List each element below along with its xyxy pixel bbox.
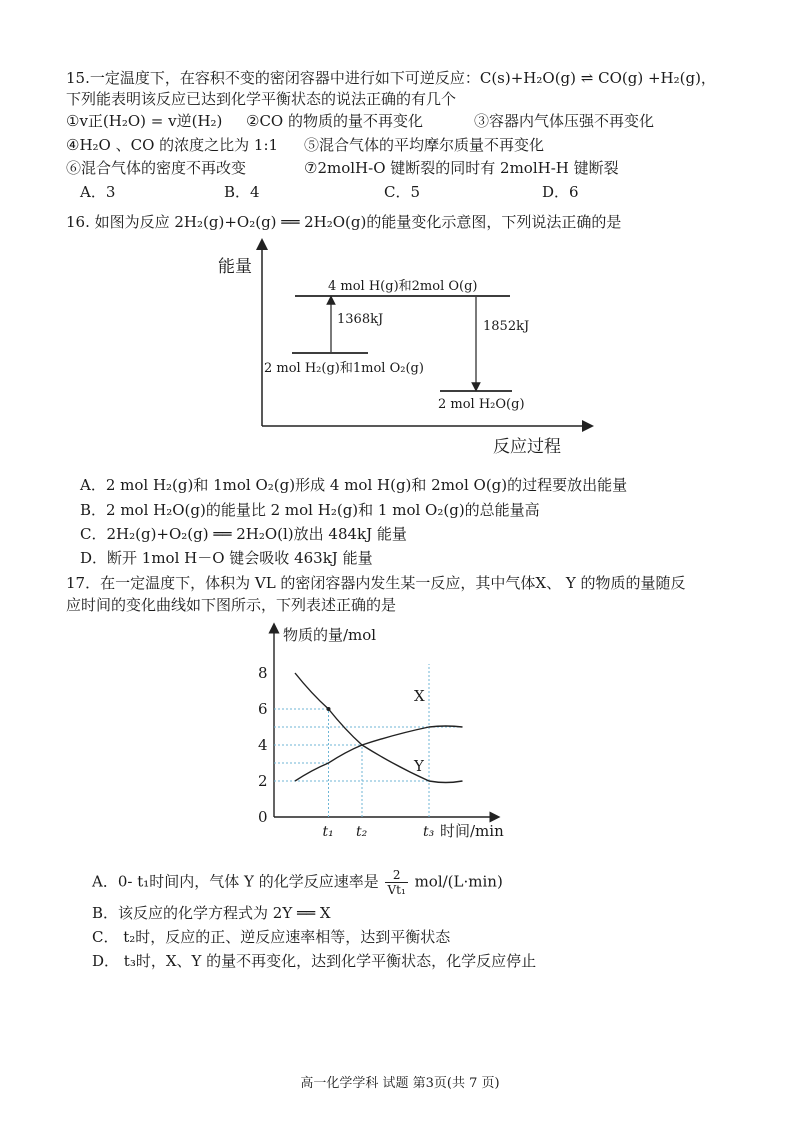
q15-item-1: ①v正(H₂O) = v逆(H₂) [66, 112, 223, 130]
page-footer: 高一化学学科 试题 第3页(共 7 页) [300, 1076, 500, 1091]
q15-option-c: C．5 [384, 183, 421, 201]
q16-option-b: B．2 mol H₂O(g)的能量比 2 mol H₂(g)和 1 mol O₂(g)的总能量高 [80, 501, 540, 519]
y-tick-label-4: 4 [258, 736, 268, 754]
data-point-x-t1 [327, 707, 331, 711]
rate-unit: mol/(L·min) [414, 872, 503, 891]
q16-option-c: C．2H₂(g)+O₂(g) ══ 2H₂O(l)放出 484kJ 能量 [80, 525, 407, 543]
q15-stem-line1: 15.一定温度下，在容积不变的密闭容器中进行如下可逆反应：C(s)+H₂O(g) ⇌ CO(g) +H₂(g)， [66, 69, 716, 87]
q15-item-6: ⑥混合气体的密度不再改变 [66, 159, 247, 177]
q17-option-a-text: A．0- t₁时间内，气体 Y 的化学反应速率是 [92, 872, 379, 891]
series-curve-Y [295, 726, 463, 781]
product-level-label: 2 mol H₂O(g) [438, 397, 525, 412]
y-tick-label-0: 0 [258, 808, 268, 826]
x-tick-label-1: t₁ [322, 824, 334, 840]
q15-option-b: B．4 [224, 183, 260, 201]
energy-y-label: 能量 [218, 257, 252, 277]
x-tick-label-3: t₃ [423, 824, 435, 840]
q15-option-d: D．6 [542, 183, 579, 201]
q15-stem-line2: 下列能表明该反应已达到化学平衡状态的说法正确的有几个 [66, 90, 457, 108]
fraction-numerator: 2 [385, 868, 407, 883]
q17-option-b: B．该反应的化学方程式为 2Y ══ X [92, 904, 331, 922]
q17-option-c: C． t₂时，反应的正、逆反应速率相等，达到平衡状态 [92, 928, 451, 946]
q15-item-4: ④H₂O 、CO 的浓度之比为 1:1 [66, 136, 279, 154]
series-label-X: X [414, 687, 425, 705]
y-tick-label-6: 6 [258, 700, 268, 718]
q16-option-a: A．2 mol H₂(g)和 1mol O₂(g)形成 4 mol H(g)和 2mol O(g)的过程要放出能量 [80, 476, 628, 494]
energy-x-label: 反应过程 [493, 437, 561, 457]
q16-option-d: D．断开 1mol H－O 键会吸收 463kJ 能量 [80, 549, 373, 567]
y-tick-label-2: 2 [258, 772, 268, 790]
chart-x-label: 时间/min [440, 822, 504, 840]
x-tick-label-2: t₂ [356, 824, 368, 840]
top-level-label: 4 mol H(g)和2mol O(g) [328, 279, 478, 294]
q15-item-7: ⑦2molH-O 键断裂的同时有 2molH-H 键断裂 [304, 159, 619, 177]
q15-option-a: A．3 [80, 183, 116, 201]
q17-stem-line1: 17．在一定温度下，体积为 VL 的密闭容器内发生某一反应，其中气体X、 Y 的物质的量随反 [66, 574, 686, 592]
fraction-denominator: Vt₁ [387, 883, 406, 897]
absorb-energy-label: 1368kJ [337, 312, 384, 327]
reactant-level-label: 2 mol H₂(g)和1mol O₂(g) [264, 361, 424, 376]
series-label-Y: Y [414, 757, 424, 775]
q17-option-a [92, 868, 503, 897]
q15-item-2: ②CO 的物质的量不再变化 [246, 112, 423, 130]
chart-y-label: 物质的量/mol [283, 626, 377, 644]
release-energy-label: 1852kJ [483, 319, 530, 334]
rate-fraction [385, 868, 407, 897]
y-tick-label-8: 8 [258, 664, 268, 682]
q15-item-5: ⑤混合气体的平均摩尔质量不再变化 [304, 136, 545, 154]
q16-stem: 16. 如图为反应 2H₂(g)+O₂(g) ══ 2H₂O(g)的能量变化示意图，下列说法正确的是 [66, 213, 622, 231]
q17-stem-line2: 应时间的变化曲线如下图所示，下列表述正确的是 [66, 596, 397, 614]
q15-item-3: ③容器内气体压强不再变化 [474, 112, 655, 130]
q17-option-d: D． t₃时，X、Y 的量不再变化，达到化学平衡状态，化学反应停止 [92, 952, 537, 970]
